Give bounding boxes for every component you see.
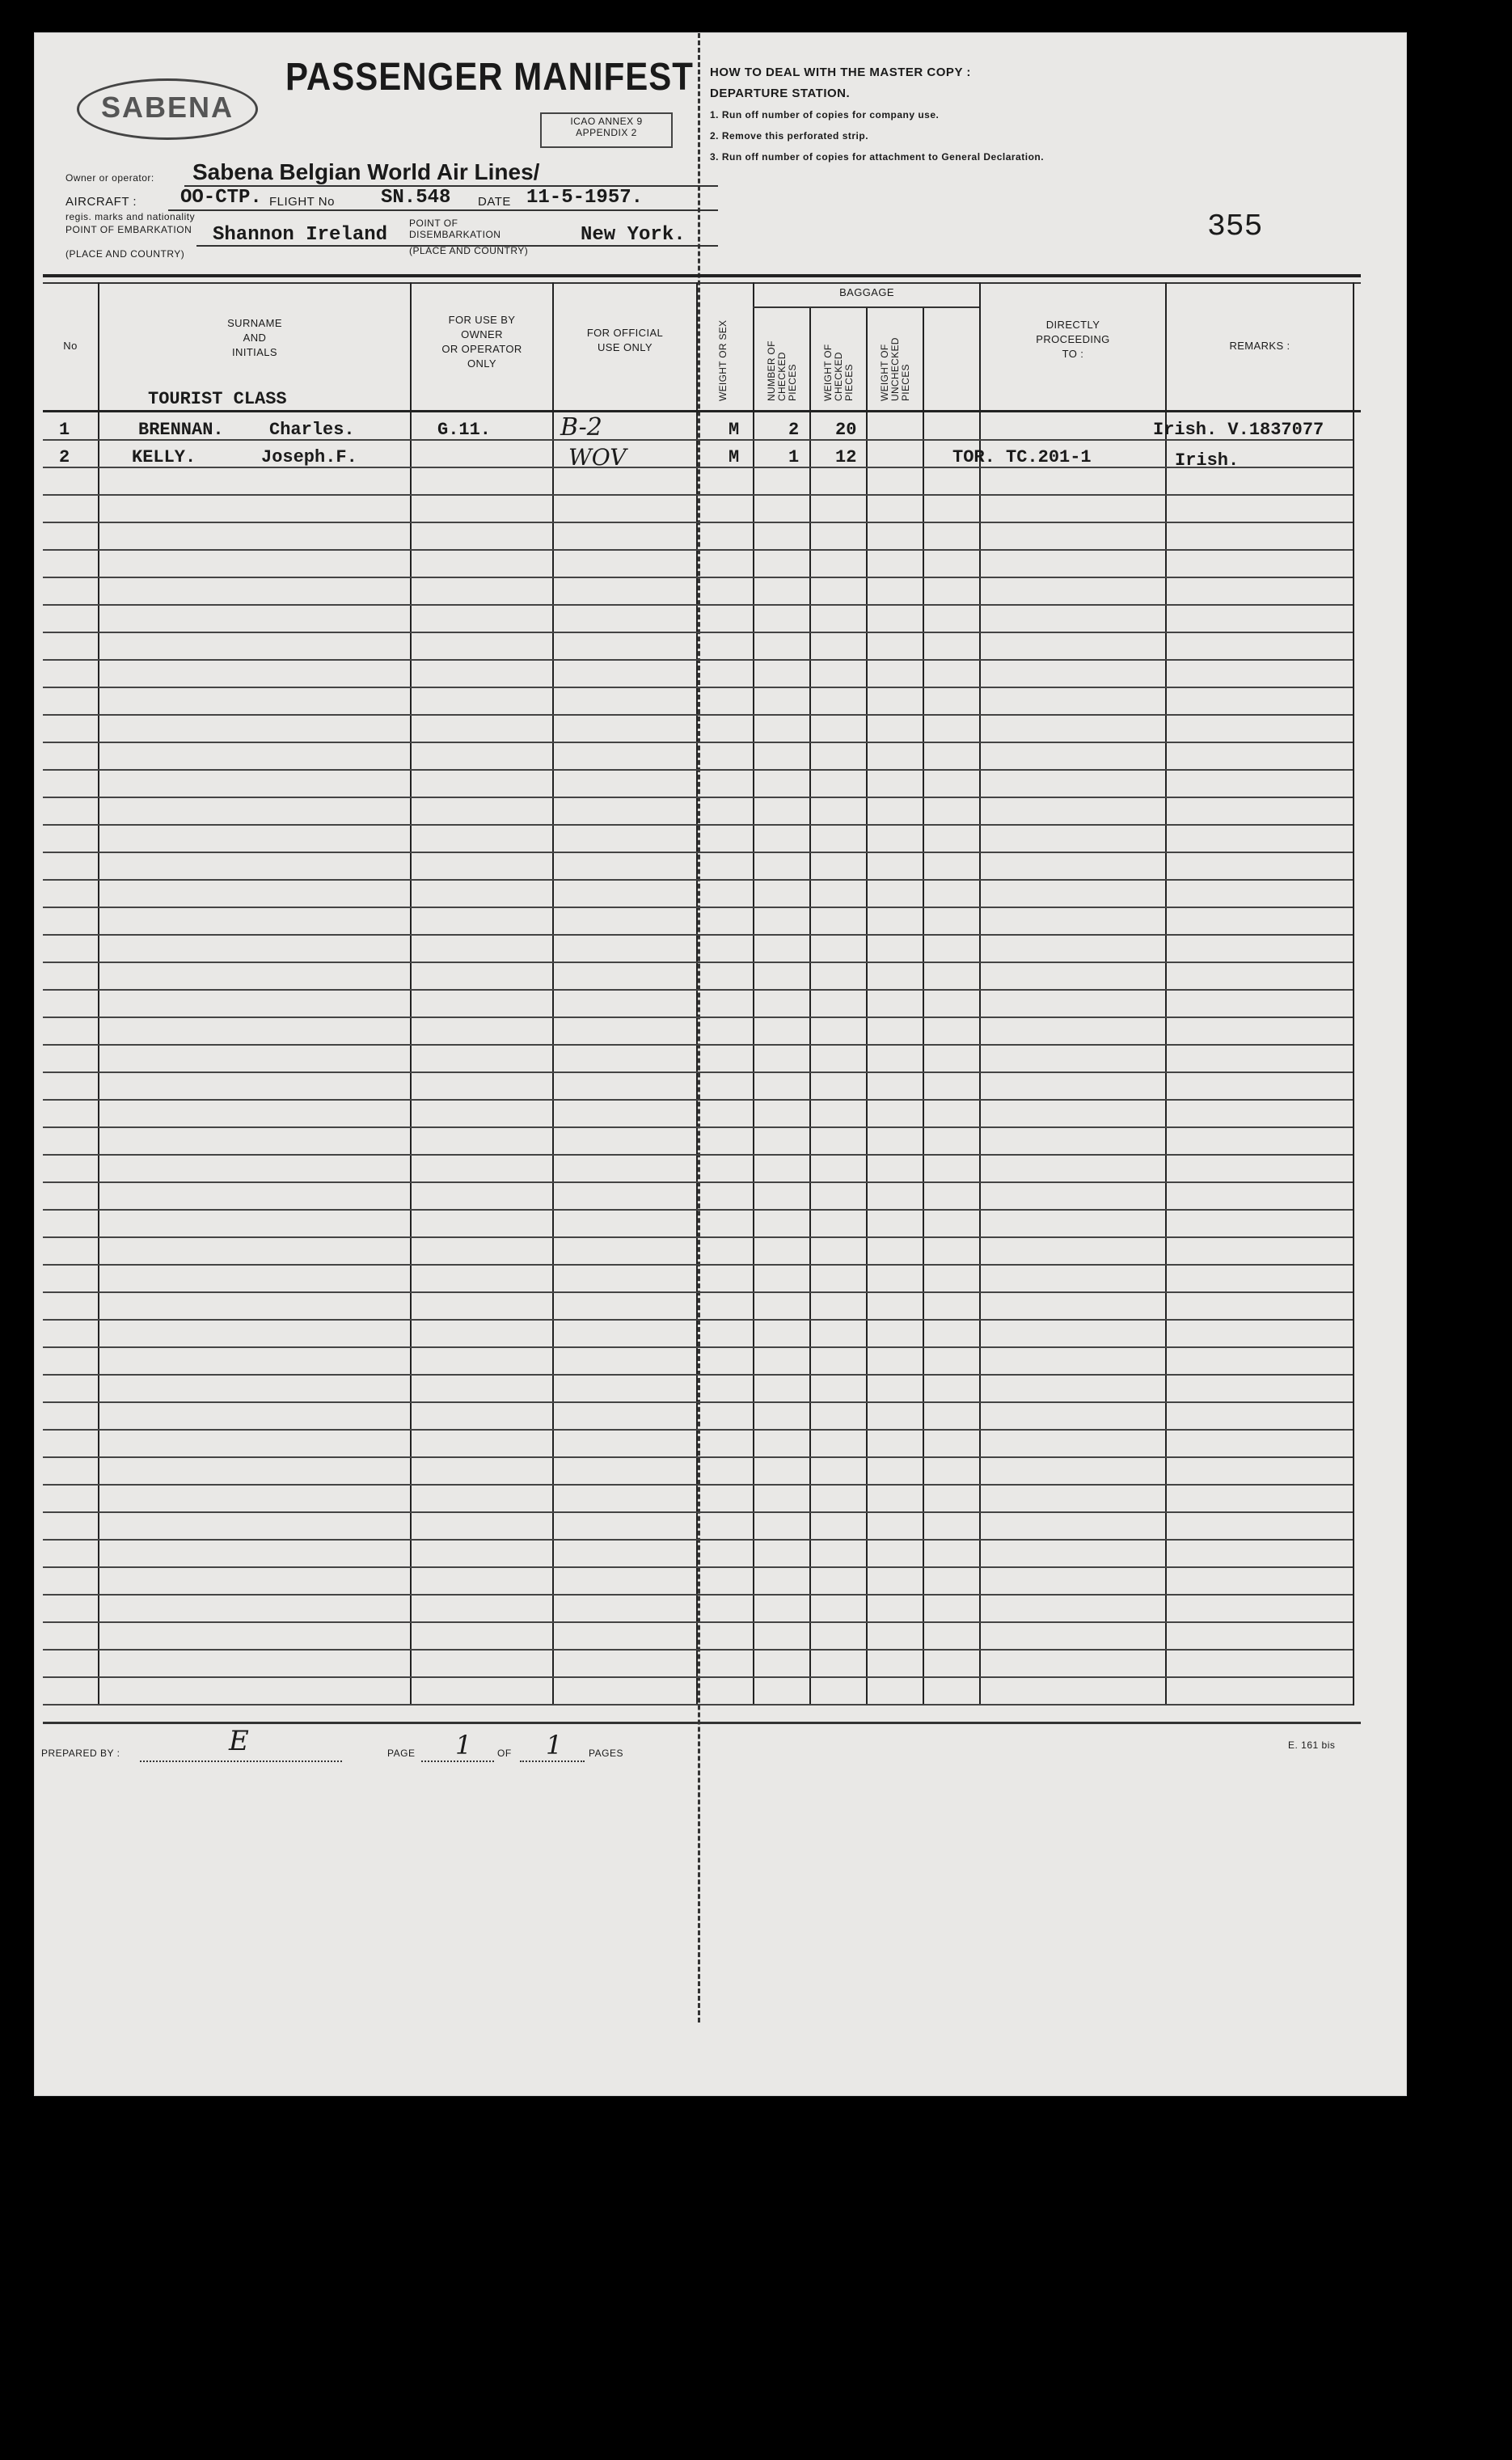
embark-sub: (PLACE AND COUNTRY) (65, 248, 185, 260)
col-owner-use (412, 313, 552, 371)
instruction-2: 2. Remove this perforated strip. (710, 130, 869, 142)
p1-weight: 20 (835, 420, 857, 440)
col-official-2: USE ONLY (598, 341, 653, 353)
table-row-line (43, 1044, 1353, 1046)
table-row-line (43, 1566, 1353, 1568)
table-row-line (43, 1401, 1353, 1403)
form-code: E. 161 bis (1288, 1739, 1336, 1751)
col-weight-sex: WEIGHT OR SEX (717, 319, 729, 401)
col-official-1: FOR OFFICIAL (586, 327, 664, 339)
col-directly-2: PROCEEDING (1036, 333, 1110, 345)
date-value: 11-5-1957. (526, 187, 644, 209)
disembark-value: New York. (581, 224, 686, 246)
of-value: 1 (546, 1730, 563, 1760)
aircraft-value: OO-CTP. (180, 187, 262, 209)
class-label: TOURIST CLASS (148, 389, 287, 409)
page-label: PAGE (387, 1748, 416, 1759)
icao-appendix: APPENDIX 2 (576, 127, 637, 138)
p1-surname: BRENNAN. (138, 420, 224, 440)
aircraft-label: AIRCRAFT : (65, 195, 137, 209)
col-official (554, 326, 696, 355)
col-directly-3: TO : (1062, 348, 1084, 360)
p1-sex: M (729, 420, 740, 440)
icao-box (540, 112, 673, 148)
p1-initials: Charles. (269, 420, 355, 440)
table-row-line (43, 1676, 1353, 1678)
table-row-line (43, 494, 1353, 496)
prepared-value: E (229, 1725, 249, 1757)
col-remarks: REMARKS : (1229, 340, 1290, 352)
aircraft-sublabel: regis. marks and nationality (65, 211, 196, 222)
table-row-line (43, 577, 1353, 578)
col-owner-3: OR OPERATOR (441, 343, 522, 355)
col-owner-4: ONLY (467, 357, 497, 370)
p2-proceeding: TOR. TC.201-1 (952, 447, 1092, 467)
of-label: OF (497, 1748, 512, 1759)
p1-official: B-2 (560, 413, 602, 442)
table-row-line (43, 1346, 1353, 1348)
col-surname (99, 316, 410, 360)
flight-value: SN.548 (381, 187, 451, 209)
p2-pieces: 1 (788, 447, 800, 467)
col-weight-unchecked: WEIGHT OF UNCHECKED PIECES (879, 337, 911, 401)
table-row-line (43, 879, 1353, 881)
col-surname-1: SURNAME (227, 317, 282, 329)
table-row-line (43, 1511, 1353, 1513)
disembark-sub: (PLACE AND COUNTRY) (409, 245, 529, 256)
p2-weight: 12 (835, 447, 857, 467)
prepared-label: PREPARED BY : (41, 1748, 120, 1759)
table-row-line (43, 1704, 1353, 1706)
disembark-label: POINT OF DISEMBARKATION (409, 218, 501, 240)
table-row-line (43, 989, 1353, 991)
sabena-logo-text: SABENA (100, 91, 234, 124)
page-number-stamp: 355 (1207, 209, 1263, 244)
embark-value: Shannon Ireland (213, 224, 388, 246)
table-row-line (43, 1236, 1353, 1238)
manifest-sheet (34, 32, 1407, 2096)
table-row-line (43, 1181, 1353, 1183)
table-row-line (43, 797, 1353, 798)
p1-owner-use: G.11. (437, 420, 492, 440)
table-row-line (43, 1071, 1353, 1073)
sabena-logo (77, 78, 258, 140)
table-row-line (43, 1154, 1353, 1156)
col-weight-checked: WEIGHT OF CHECKED PIECES (822, 344, 855, 401)
col-num-checked: NUMBER OF CHECKED PIECES (766, 340, 798, 401)
table-row-line (43, 467, 1353, 468)
col-surname-3: INITIALS (232, 346, 277, 358)
embark-label: POINT OF EMBARKATION (65, 224, 192, 235)
p2-initials: Joseph.F. (261, 447, 357, 467)
table-row-line (43, 742, 1353, 743)
p2-sex: M (729, 447, 740, 467)
table-row-line (43, 907, 1353, 908)
instructions-title: HOW TO DEAL WITH THE MASTER COPY : (710, 66, 971, 79)
owner-value: Sabena Belgian World Air Lines/ (192, 159, 540, 184)
table-row-line (43, 1429, 1353, 1431)
instruction-3: 3. Run off number of copies for attachment to General Declaration. (710, 151, 1045, 163)
col-no: No (63, 340, 78, 352)
p1-remarks: Irish. V.1837077 (1153, 420, 1324, 440)
table-row-line (43, 1291, 1353, 1293)
table-row-line (43, 714, 1353, 716)
table-row-line (43, 1539, 1353, 1541)
page-value: 1 (455, 1730, 472, 1760)
date-label: DATE (478, 195, 511, 209)
table-row-line (43, 1621, 1353, 1623)
table-row-line (43, 1264, 1353, 1266)
col-owner-1: FOR USE BY (448, 314, 516, 326)
instructions-station: DEPARTURE STATION. (710, 87, 851, 100)
table-row-line (43, 962, 1353, 963)
table-row-line (43, 934, 1353, 936)
page-title: PASSENGER MANIFEST (285, 54, 694, 99)
table-row-line (43, 1209, 1353, 1211)
table-row-line (43, 549, 1353, 551)
table-row-line (43, 1126, 1353, 1128)
table-row-line (43, 1017, 1353, 1018)
table-row-line (43, 687, 1353, 688)
p2-official: WOV (568, 444, 627, 471)
instruction-1: 1. Run off number of copies for company use. (710, 109, 940, 120)
col-baggage: BAGGAGE (839, 286, 894, 298)
table-row-line (43, 604, 1353, 606)
p2-remarks: Irish. (1175, 450, 1240, 471)
col-surname-2: AND (243, 332, 267, 344)
owner-label: Owner or operator: (65, 172, 154, 184)
table-row-line (43, 1456, 1353, 1458)
perforation-line (698, 33, 700, 2023)
table-row-line (43, 1099, 1353, 1101)
p2-surname: KELLY. (132, 447, 196, 467)
table-row-line (43, 632, 1353, 633)
pages-label: PAGES (589, 1748, 623, 1759)
col-directly (981, 318, 1165, 361)
p1-pieces: 2 (788, 420, 800, 440)
col-owner-2: OWNER (461, 328, 503, 340)
p1-no: 1 (59, 420, 70, 440)
p2-no: 2 (59, 447, 70, 467)
icao-ref: ICAO ANNEX 9 (570, 116, 643, 127)
flight-label: FLIGHT No (269, 195, 335, 209)
col-directly-1: DIRECTLY (1045, 319, 1100, 331)
table-row-line (43, 852, 1353, 853)
table-row-line (43, 1319, 1353, 1321)
table-row-line (43, 824, 1353, 826)
table-row-line (43, 1484, 1353, 1486)
table-row-line (43, 522, 1353, 523)
table-row-line (43, 659, 1353, 661)
table-row-line (43, 1374, 1353, 1376)
table-row-line (43, 1649, 1353, 1651)
table-row-line (43, 769, 1353, 771)
table-row-line (43, 1594, 1353, 1596)
